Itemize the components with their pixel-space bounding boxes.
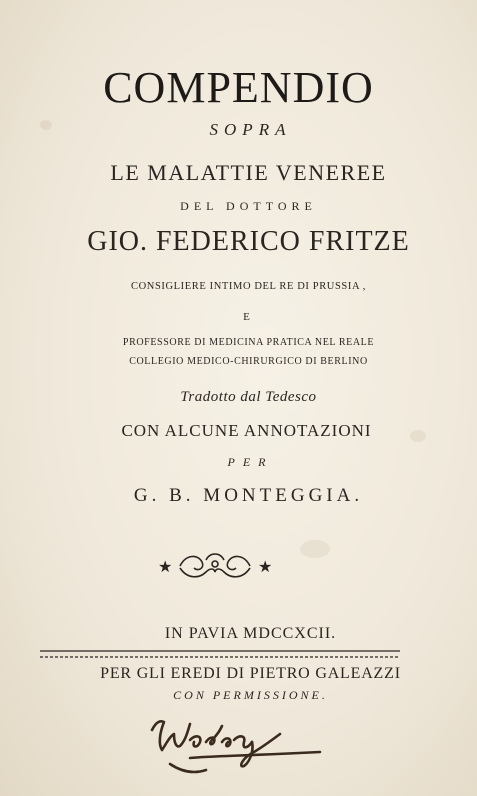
imprint-printer: PER GLI EREDI DI PIETRO GALEAZZI: [100, 665, 401, 682]
decorative-rule: [40, 649, 400, 659]
svg-text:★: ★: [258, 557, 273, 576]
annotazioni-line: CON ALCUNE ANNOTAZIONI: [121, 421, 372, 440]
consigliere-line: CONSIGLIERE INTIMO DEL RE DI PRUSSIA ,: [130, 281, 367, 292]
professore-line-1: PROFESSORE DI MEDICINA PRATICA NEL REALE: [122, 337, 375, 348]
svg-text:★: ★: [158, 557, 173, 576]
handwritten-signature-icon: [130, 700, 330, 790]
del-dottore-line: DEL DOTTORE: [180, 199, 317, 213]
conjunction-line: E: [243, 311, 250, 323]
tradotto-line: Tradotto dal Tedesco: [180, 389, 317, 405]
floral-printers-ornament-icon: [150, 546, 280, 586]
translator-name: G. B. MONTEGGIA.: [133, 485, 364, 506]
author-name: GIO. FEDERICO FRITZE: [87, 226, 410, 257]
per-line: PER: [227, 455, 274, 469]
paper-stain: [300, 540, 330, 558]
professore-line-2: COLLEGIO MEDICO-CHIRURGICO DI BERLINO: [129, 356, 368, 367]
book-title: COMPENDIO: [103, 63, 374, 112]
imprint-place-year: IN PAVIA MDCCXCII.: [164, 625, 337, 642]
sopra-line: SOPRA: [209, 120, 292, 139]
permission-line: CON PERMISSIONE.: [173, 688, 328, 702]
subject-line: LE MALATTIE VENEREE: [110, 160, 387, 185]
